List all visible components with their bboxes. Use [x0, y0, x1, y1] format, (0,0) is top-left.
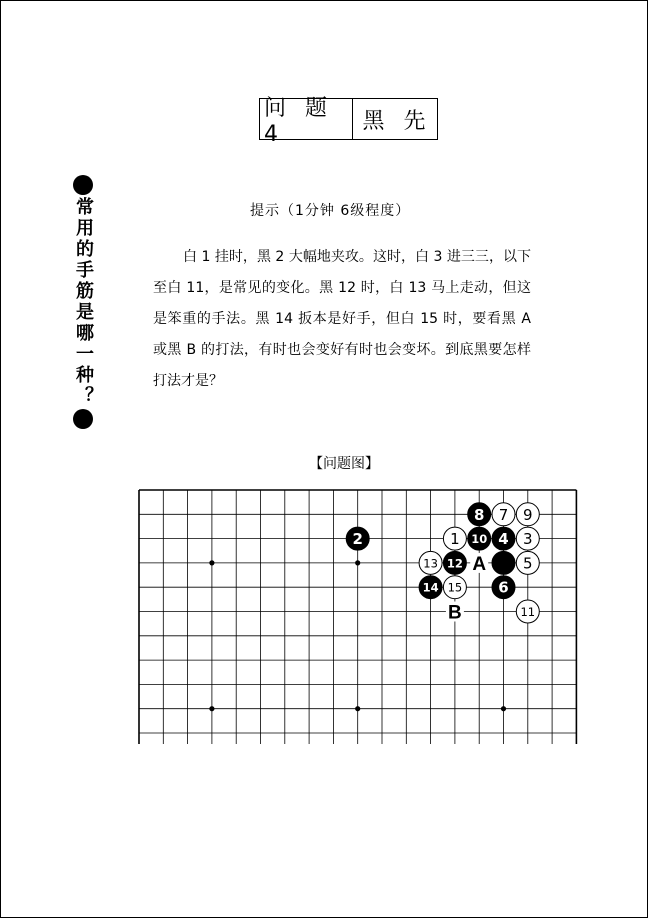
description-paragraph: 白 1 挂时，黑 2 大幅地夹攻。这时，白 3 进三三，以下至白 11，是常见的变化。黑 12 时，白 13 马上走动，但这是笨重的手法。黑 14 扳本是好手，但白 15 时，要看黑 A 或黑 B 的打法，有时也会变好有时也会变坏。到底黑要怎样打法才是？ [153, 249, 531, 389]
stone-move-number: 8 [473, 505, 485, 524]
star-point [355, 706, 360, 711]
go-board-diagram [1, 1, 648, 919]
stone-move-number: 1 [450, 530, 460, 549]
stone-move-number: 7 [498, 505, 509, 524]
star-point [209, 706, 214, 711]
point-marker-label: B [448, 602, 462, 624]
problem-number: 问 题4 [260, 99, 353, 139]
black-stone [492, 551, 515, 574]
stone-move-number: 9 [523, 505, 533, 524]
point-marker-label: A [472, 553, 487, 575]
star-point [209, 560, 214, 565]
problem-instruction: 黑 先 [362, 108, 432, 134]
stone-move-number: 4 [498, 530, 509, 549]
stone-move-number: 6 [498, 578, 509, 597]
stone-move-number: 14 [422, 580, 439, 595]
stone-move-number: 11 [520, 605, 536, 619]
side-caption-text: 常用的手筋是哪一种？ [73, 197, 94, 407]
figure-title: 【问题图】 [309, 456, 379, 472]
hint-line: 提示（1分钟 6级程度） [250, 203, 411, 219]
stone-move-number: 2 [352, 530, 363, 549]
stone-move-number: 13 [423, 556, 438, 571]
stone-move-number: 10 [471, 532, 488, 547]
stone-move-number: 5 [523, 554, 533, 573]
star-point [355, 560, 360, 565]
stone-move-number: 12 [446, 556, 463, 571]
stone-move-number: 3 [523, 530, 533, 549]
star-point [501, 706, 506, 711]
stone-move-number: 15 [447, 580, 463, 595]
